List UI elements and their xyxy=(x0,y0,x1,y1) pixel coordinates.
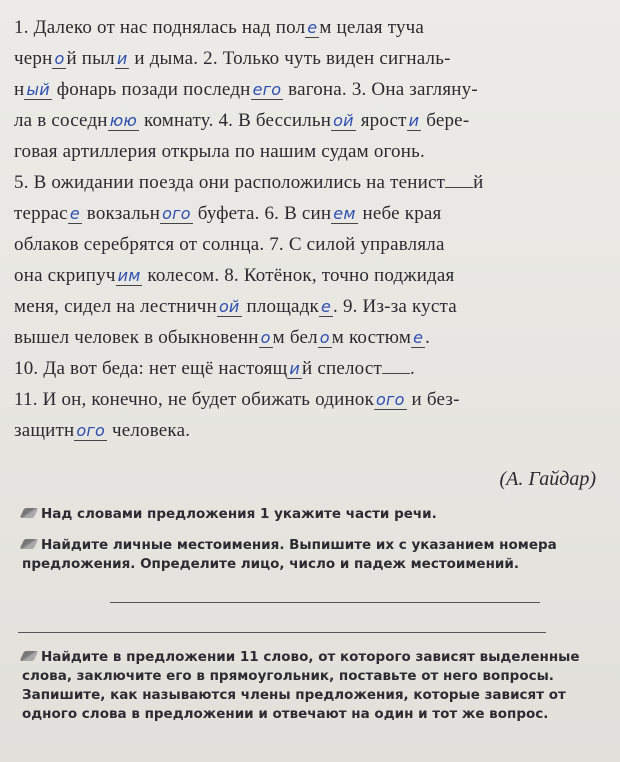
handwritten-ending: е xyxy=(413,328,424,347)
handwritten-ending: ой xyxy=(333,111,354,130)
pencil-icon xyxy=(20,508,39,518)
printed-text: 1. Далеко от нас поднялась над пол xyxy=(14,17,306,38)
handwritten-ending: о xyxy=(260,328,271,347)
text-line xyxy=(14,260,606,291)
printed-text: бере- xyxy=(421,110,470,131)
printed-text: площадк xyxy=(241,296,319,317)
pencil-icon xyxy=(20,539,39,549)
handwritten-ending: и xyxy=(289,359,301,378)
printed-text: . xyxy=(425,327,431,348)
text-line xyxy=(14,105,606,136)
text-line xyxy=(14,12,606,43)
printed-text: . xyxy=(409,358,415,379)
printed-text: вышел человек в обыкновенн xyxy=(14,327,259,348)
printed-text: м костюм xyxy=(331,327,412,348)
printed-text: и без- xyxy=(406,389,460,410)
handwritten-ending: е xyxy=(69,204,80,223)
task-2: Найдите личные местоимения. Выпишите их с указанием номера предложения. Определите лицо, число и падеж местоимений. xyxy=(22,536,612,574)
text-line xyxy=(14,384,606,415)
author-signature: (А. Гайдар) xyxy=(499,468,596,490)
handwritten-ending: юю xyxy=(109,111,138,130)
printed-text: 10. Да вот беда: нет ещё настоящ xyxy=(14,358,288,379)
printed-text: комнату. 4. В бессильн xyxy=(139,110,332,131)
task-3: Найдите в предложении 11 слово, от которого зависят выделенные слова, заключите его в прямоугольник, поставьте от него вопросы. Запишите, как называются члены предложения, которые зависят от одного слова в предложении и отвечают на один и тот же вопрос. xyxy=(22,648,612,724)
printed-text: вокзальн xyxy=(81,203,161,224)
printed-text: м бел xyxy=(272,327,318,348)
printed-text: м целая туча xyxy=(319,17,425,38)
printed-text: небе края xyxy=(357,203,442,224)
text-line xyxy=(14,322,606,353)
handwritten-ending: и xyxy=(116,49,128,68)
exercise-text xyxy=(14,12,606,446)
handwritten-ending xyxy=(382,373,410,374)
text-line xyxy=(14,291,606,322)
printed-text: говая артиллерия открыла по нашим судам огонь. xyxy=(14,141,425,162)
handwritten-ending: о xyxy=(54,49,65,68)
text-line xyxy=(14,74,606,105)
handwritten-ending: е xyxy=(321,297,332,316)
printed-text: 11. И он, конечно, не будет обижать одинок xyxy=(14,389,375,410)
printed-text: фонарь позади последн xyxy=(51,79,251,100)
printed-text: она скрипуч xyxy=(14,265,116,286)
text-line xyxy=(14,198,606,229)
handwritten-ending: о xyxy=(319,328,330,347)
text-line xyxy=(14,415,606,446)
printed-text: облаков серебрятся от солнца. 7. С силой управляла xyxy=(14,234,445,255)
printed-text: и дыма. 2. Только чуть виден сигналь- xyxy=(129,48,451,69)
handwritten-ending: ого xyxy=(76,421,106,440)
handwritten-ending: ой xyxy=(218,297,240,316)
printed-text: черн xyxy=(14,48,53,69)
task-1: Над словами предложения 1 укажите части речи. xyxy=(22,505,612,524)
handwritten-ending xyxy=(445,187,473,188)
printed-text: н xyxy=(14,79,25,100)
handwritten-ending: им xyxy=(117,266,141,285)
printed-text: й пыл xyxy=(66,48,115,69)
handwritten-ending: его xyxy=(252,80,282,99)
text-line xyxy=(14,229,606,260)
handwritten-ending: ем xyxy=(333,204,356,223)
handwritten-ending: ый xyxy=(26,80,50,99)
printed-text: 5. В ожидании поезда они расположились на тенист xyxy=(14,172,446,193)
handwritten-ending: и xyxy=(408,111,420,130)
pencil-icon xyxy=(20,651,39,661)
printed-text: . 9. Из-за куста xyxy=(333,296,457,317)
printed-text: вагона. 3. Она загляну- xyxy=(283,79,478,100)
text-line xyxy=(14,353,606,384)
text-line xyxy=(14,136,606,167)
handwritten-ending: ого xyxy=(162,204,191,223)
handwritten-ending: ого xyxy=(376,390,405,409)
printed-text: буфета. 6. В син xyxy=(192,203,332,224)
handwritten-ending: е xyxy=(307,18,318,37)
printed-text: ярост xyxy=(355,110,407,131)
printed-text: защитн xyxy=(14,420,75,441)
printed-text: й xyxy=(473,172,484,193)
printed-text: й спелост xyxy=(302,358,382,379)
answer-line xyxy=(110,602,540,603)
printed-text: террас xyxy=(14,203,68,224)
printed-text: меня, сидел на лестничн xyxy=(14,296,217,317)
printed-text: ла в соседн xyxy=(14,110,108,131)
text-line xyxy=(14,43,606,74)
answer-line xyxy=(18,632,546,633)
text-line xyxy=(14,167,606,198)
printed-text: колесом. 8. Котёнок, точно поджидая xyxy=(142,265,455,286)
printed-text: человека. xyxy=(107,420,191,441)
